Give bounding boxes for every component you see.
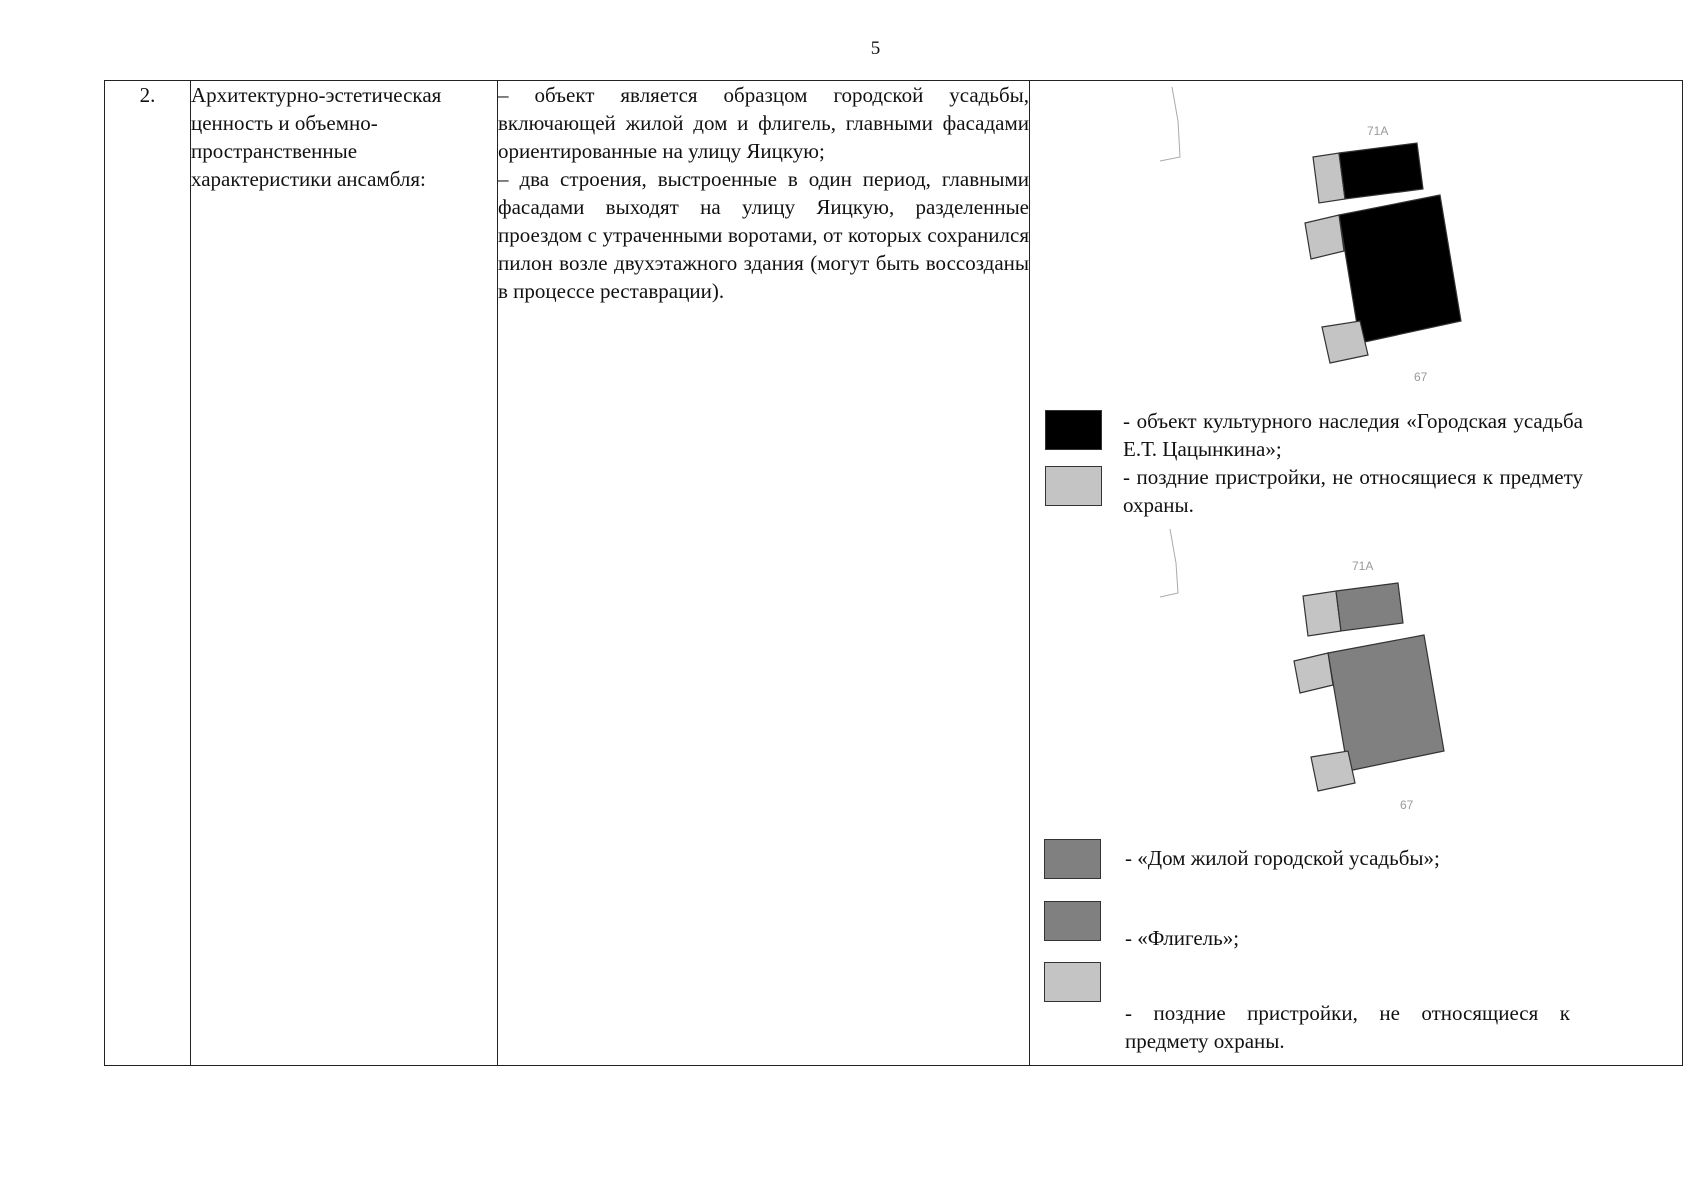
legend-swatch-flighel bbox=[1044, 901, 1101, 941]
legend-text: - «Флигель»; bbox=[1125, 926, 1240, 950]
scheme-2-annex-left bbox=[1294, 653, 1333, 693]
scheme-2-label-bottom: 67 bbox=[1400, 798, 1414, 812]
scheme-2-annex-bottom bbox=[1311, 751, 1355, 791]
scheme-2-plan bbox=[1030, 81, 1683, 1067]
table-row bbox=[105, 81, 1683, 1066]
legend-swatch-house bbox=[1044, 839, 1101, 879]
scheme-2-label-top: 71А bbox=[1352, 559, 1374, 573]
description-paragraph-2: – два строения, выстроенные в один период, главными фасадами выходят на улицу Яицкую, разделенные проездом с утраченными воротами, от которых сохранился пилон возле двухэтажного здания (могут быть воссозданы в процессе реставрации). bbox=[498, 167, 1029, 303]
row-number: 2. bbox=[105, 81, 191, 1066]
scheme-cell bbox=[1030, 81, 1683, 1066]
document-table bbox=[104, 80, 1683, 1066]
legend-text: - поздние пристройки, не относящиеся к предмету охраны. bbox=[1123, 465, 1583, 517]
legend-swatch-annex bbox=[1044, 962, 1101, 1002]
scheme-2-boundary-line bbox=[1160, 529, 1178, 597]
scheme-2-building-flighel bbox=[1336, 583, 1403, 631]
scheme-2-annex-top bbox=[1303, 591, 1341, 636]
scheme-1-label-bottom: 67 bbox=[1414, 370, 1428, 384]
description-cell bbox=[498, 81, 1030, 1066]
legend-text: - поздние пристройки, не относящиеся к предмету охраны. bbox=[1125, 1001, 1570, 1053]
description-paragraph-1: – объект является образцом городской усадьбы, включающей жилой дом и флигель, главными фасадами ориентированные на улицу Яицкую; bbox=[498, 83, 1029, 163]
scheme-1-label-top: 71А bbox=[1367, 124, 1389, 138]
legend-text: - «Дом жилой городской усадьбы»; bbox=[1125, 846, 1440, 870]
criterion-cell: Архитектурно-эстетическая ценность и объемно-пространственные характеристики ансамбля: bbox=[191, 81, 498, 1066]
legend-text: - объект культурного наследия «Городская усадьба Е.Т. Цацынкина»; bbox=[1123, 409, 1583, 461]
page-number: 5 bbox=[870, 38, 881, 59]
scheme-2-building-house bbox=[1328, 635, 1444, 771]
